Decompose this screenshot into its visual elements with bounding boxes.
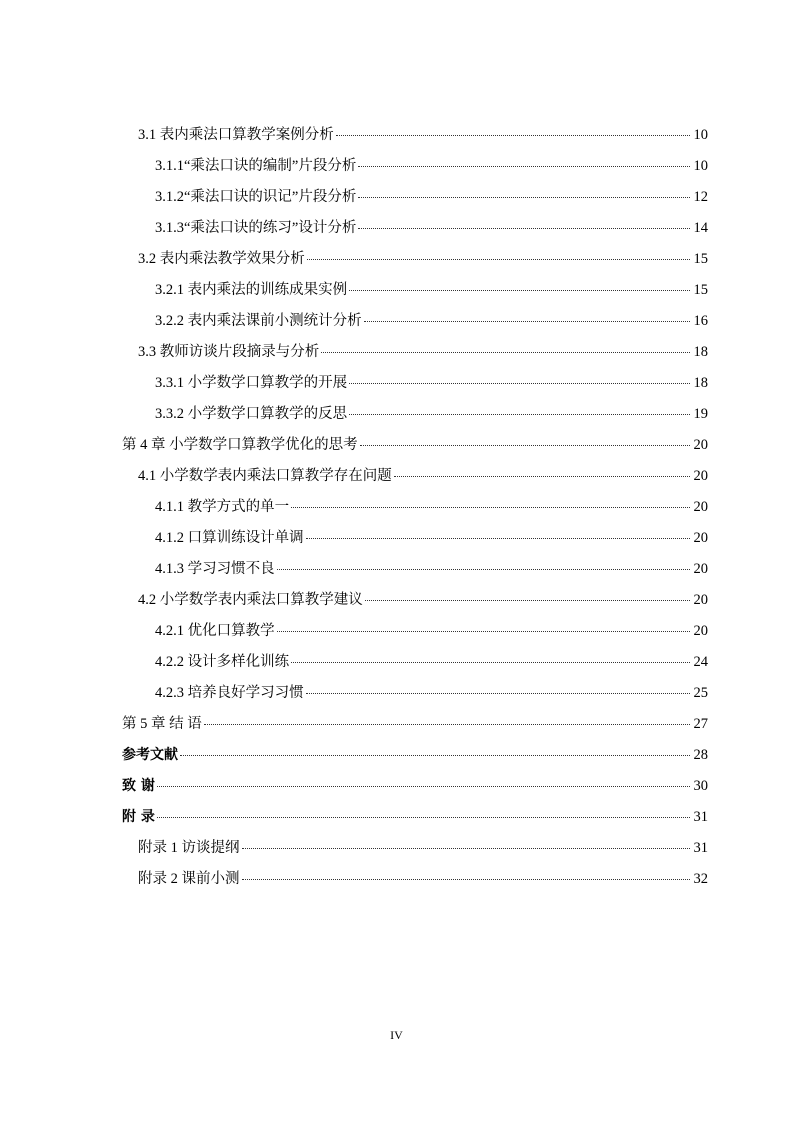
toc-entry-label: 4.2.2 设计多样化训练 xyxy=(155,654,290,670)
toc-entry[interactable] xyxy=(0,118,793,149)
toc-entry-page: 31 xyxy=(693,808,708,825)
toc-entry-page: 30 xyxy=(693,777,708,794)
dot-leader xyxy=(360,444,690,446)
dot-leader xyxy=(157,816,690,818)
dot-leader xyxy=(364,320,690,322)
toc-entry-page: 15 xyxy=(693,282,708,298)
toc-entry[interactable] xyxy=(0,521,793,552)
toc-entry[interactable] xyxy=(0,552,793,583)
toc-entry-label: 3.1.3“乘法口诀的练习”设计分析 xyxy=(155,220,357,236)
toc-entry[interactable] xyxy=(0,180,793,211)
toc-entry-page: 31 xyxy=(693,840,708,856)
dot-leader xyxy=(242,847,691,849)
toc-entry[interactable] xyxy=(0,614,793,645)
toc-entry-label: 4.2.3 培养良好学习习惯 xyxy=(155,685,304,701)
toc-entry[interactable] xyxy=(0,149,793,180)
toc-entry-page: 19 xyxy=(693,406,708,422)
dot-leader xyxy=(321,351,690,353)
toc-entry-page: 20 xyxy=(693,561,708,577)
toc-entry-label: 4.1.1 教学方式的单一 xyxy=(155,499,290,515)
toc-entry-label: 3.2.1 表内乘法的训练成果实例 xyxy=(155,282,348,298)
toc-entry[interactable] xyxy=(0,676,793,707)
toc-entry-page: 20 xyxy=(693,530,708,546)
toc-entry[interactable] xyxy=(0,707,793,738)
toc-entry-page: 20 xyxy=(693,468,708,484)
dot-leader xyxy=(336,134,690,136)
toc-entry[interactable] xyxy=(0,738,793,769)
toc-entry-label: 致 谢 xyxy=(122,777,155,794)
toc-entry-page: 10 xyxy=(693,127,708,143)
dot-leader xyxy=(349,413,690,415)
dot-leader xyxy=(358,227,690,229)
toc-entry-label: 4.2.1 优化口算教学 xyxy=(155,623,275,639)
toc-entry[interactable] xyxy=(0,769,793,800)
dot-leader xyxy=(277,630,690,632)
dot-leader xyxy=(291,506,690,508)
dot-leader xyxy=(306,692,690,694)
toc-entry-label: 3.3 教师访谈片段摘录与分析 xyxy=(138,344,320,360)
dot-leader xyxy=(307,258,690,260)
dot-leader xyxy=(394,475,690,477)
toc-entry-label: 3.2 表内乘法教学效果分析 xyxy=(138,251,305,267)
toc-entry-label: 参考文献 xyxy=(122,746,178,763)
dot-leader xyxy=(242,878,691,880)
toc-entry[interactable] xyxy=(0,335,793,366)
toc-entry-page: 12 xyxy=(693,189,708,205)
toc-entry-label: 3.3.2 小学数学口算教学的反思 xyxy=(155,406,348,422)
toc-entry-page: 20 xyxy=(693,623,708,639)
dot-leader xyxy=(157,785,690,787)
toc-entry-page: 18 xyxy=(693,344,708,360)
toc-entry[interactable] xyxy=(0,862,793,893)
dot-leader xyxy=(358,165,690,167)
toc-entry-label: 3.1.2“乘法口诀的识记”片段分析 xyxy=(155,189,357,205)
toc-entry[interactable] xyxy=(0,304,793,335)
toc-entry[interactable] xyxy=(0,428,793,459)
toc-entry-label: 3.1 表内乘法口算教学案例分析 xyxy=(138,127,334,143)
toc-entry-label: 附 录 xyxy=(122,808,155,825)
toc-entry[interactable] xyxy=(0,583,793,614)
page-number: IV xyxy=(390,1028,403,1042)
toc-entry-label: 第 4 章 小学数学口算教学优化的思考 xyxy=(122,437,358,453)
toc-entry-page: 16 xyxy=(693,313,708,329)
dot-leader xyxy=(277,568,690,570)
toc-entry[interactable] xyxy=(0,211,793,242)
toc-entry[interactable] xyxy=(0,242,793,273)
toc-entry-page: 32 xyxy=(693,871,708,887)
dot-leader xyxy=(306,537,690,539)
toc-entry-page: 28 xyxy=(693,746,708,763)
toc-entry-page: 15 xyxy=(693,251,708,267)
toc-entry-label: 3.1.1“乘法口诀的编制”片段分析 xyxy=(155,158,357,174)
dot-leader xyxy=(358,196,690,198)
toc-entry-page: 25 xyxy=(693,685,708,701)
toc-entry-page: 24 xyxy=(693,654,708,670)
toc-entry[interactable] xyxy=(0,831,793,862)
toc-entry-page: 20 xyxy=(693,499,708,515)
toc-entry[interactable] xyxy=(0,645,793,676)
toc-entry-label: 3.3.1 小学数学口算教学的开展 xyxy=(155,375,348,391)
toc-entry[interactable] xyxy=(0,800,793,831)
toc-entry-label: 第 5 章 结 语 xyxy=(122,716,202,732)
toc-entry-label: 4.1 小学数学表内乘法口算教学存在问题 xyxy=(138,468,392,484)
toc-entry-page: 27 xyxy=(693,716,708,732)
dot-leader xyxy=(349,289,690,291)
toc-entry-label: 附录 2 课前小测 xyxy=(138,871,240,887)
dot-leader xyxy=(365,599,690,601)
toc-entry[interactable] xyxy=(0,459,793,490)
toc-entry-label: 3.2.2 表内乘法课前小测统计分析 xyxy=(155,313,362,329)
toc-entry-label: 4.1.3 学习习惯不良 xyxy=(155,561,275,577)
toc-entry[interactable] xyxy=(0,490,793,521)
dot-leader xyxy=(349,382,690,384)
dot-leader xyxy=(180,754,690,756)
toc-entry[interactable] xyxy=(0,366,793,397)
toc-entry-label: 4.2 小学数学表内乘法口算教学建议 xyxy=(138,592,363,608)
toc-entry-label: 附录 1 访谈提纲 xyxy=(138,840,240,856)
toc-entry[interactable] xyxy=(0,397,793,428)
toc-entry-page: 10 xyxy=(693,158,708,174)
toc-entry-page: 20 xyxy=(693,437,708,453)
toc-entry-page: 20 xyxy=(693,592,708,608)
toc-entry[interactable] xyxy=(0,273,793,304)
toc-entry-page: 14 xyxy=(693,220,708,236)
dot-leader xyxy=(204,723,690,725)
toc-entry-page: 18 xyxy=(693,375,708,391)
toc-entry-label: 4.1.2 口算训练设计单调 xyxy=(155,530,304,546)
table-of-contents xyxy=(0,118,793,893)
dot-leader xyxy=(291,661,690,663)
